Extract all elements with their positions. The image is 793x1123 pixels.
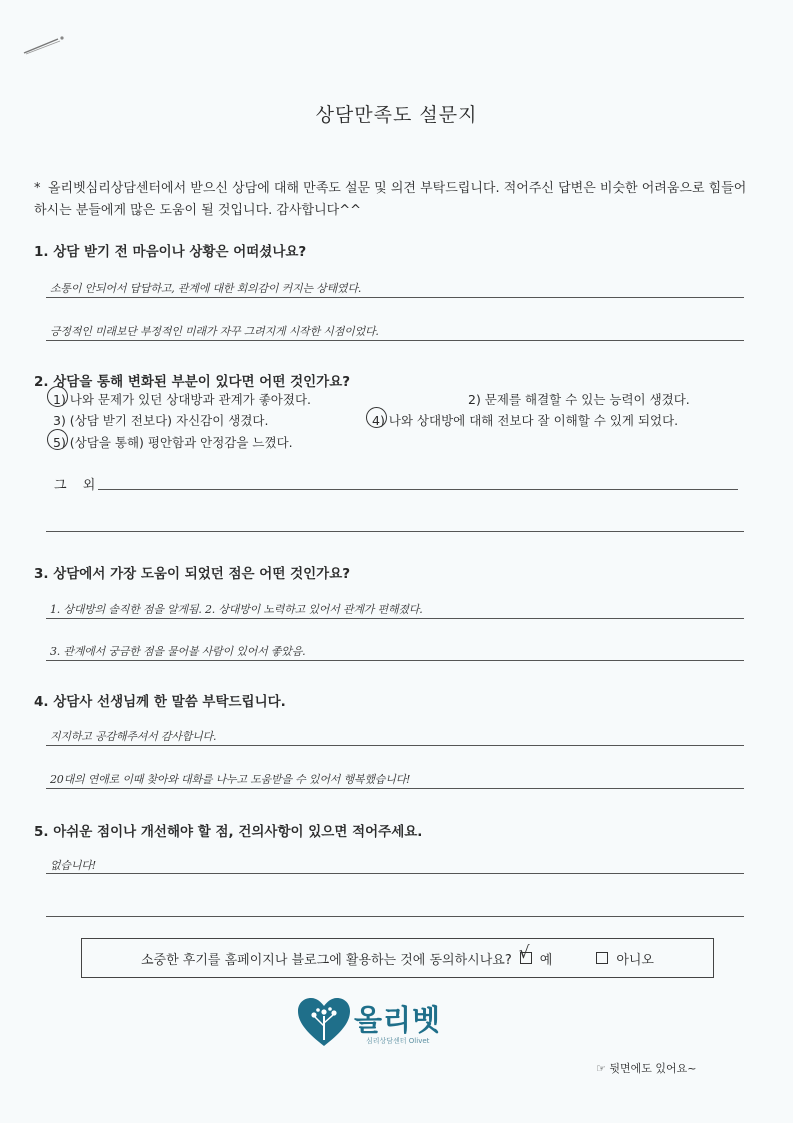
q3-answer-1: 1. 상대방의 솔직한 점을 알게됨. 2. 상대방이 노력하고 있어서 관계가 편해졌다. — [50, 603, 423, 616]
q1-answer-2: 긍정적인 미래보단 부정적인 미래가 자꾸 그려지게 시작한 시점이었다. — [50, 325, 379, 338]
page-title: 상담만족도 설문지 — [315, 104, 478, 126]
logo-name: 올리벳 — [354, 1003, 442, 1037]
olivet-logo — [296, 996, 456, 1048]
q4-answer-2: 20대의 연애로 이때 찾아와 대화를 나누고 도움받을 수 있어서 행복했습니다! — [50, 773, 411, 786]
intro-bullet: * — [34, 181, 41, 196]
footer-note: ☞ 뒷면에도 있어요~ — [596, 1062, 697, 1075]
consent-box — [81, 938, 714, 978]
consent-yes-label: 예 — [539, 952, 553, 968]
answer-line — [46, 618, 744, 619]
selection-circle — [47, 429, 68, 450]
check-mark-icon: √ — [518, 943, 530, 963]
intro-body: 올리벳심리상담센터에서 받으신 상담에 대해 만족도 설문 및 의견 부탁드립니다. 적어주신 답변은 비슷한 어려움으로 힘들어 하시는 분들에게 많은 도움이 될 것입니다. 감사합니다^^ — [34, 181, 747, 218]
answer-line — [46, 340, 744, 341]
selection-circle — [47, 386, 68, 407]
logo-subtitle: 심리상담센터 Olivet — [366, 1037, 430, 1045]
question-2: 2. 상담을 통해 변화된 부분이 있다면 어떤 것인가요? — [34, 374, 351, 390]
answer-line — [46, 660, 744, 661]
heart-tree-icon — [296, 996, 352, 1048]
pencil-mark-icon — [22, 35, 66, 55]
q2-option-2[interactable]: 2) 문제를 해결할 수 있는 능력이 생겼다. — [468, 392, 690, 407]
question-3: 3. 상담에서 가장 도움이 되었던 점은 어떤 것인가요? — [34, 566, 351, 582]
q4-answer-1: 지지하고 공감해주셔서 감사합니다. — [50, 730, 217, 743]
selection-circle — [366, 407, 387, 428]
answer-line — [46, 916, 744, 917]
consent-question: 소중한 후기를 홈페이지나 블로그에 활용하는 것에 동의하시나요? — [140, 952, 512, 968]
answer-line — [46, 745, 744, 746]
question-1: 1. 상담 받기 전 마음이나 상황은 어떠셨나요? — [34, 244, 307, 260]
answer-line — [98, 489, 738, 490]
q2-option-5[interactable]: 5) (상담을 통해) 평안함과 안정감을 느꼈다. — [53, 435, 293, 450]
answer-line — [46, 297, 744, 298]
answer-line — [46, 531, 744, 532]
question-4: 4. 상담사 선생님께 한 말씀 부탁드립니다. — [34, 694, 286, 710]
question-5: 5. 아쉬운 점이나 개선해야 할 점, 건의사항이 있으면 적어주세요. — [34, 824, 423, 840]
q5-answer-1: 없습니다! — [50, 859, 96, 872]
q3-answer-2: 3. 관계에서 궁금한 점을 물어볼 사람이 있어서 좋았음. — [50, 645, 306, 658]
q2-option-4[interactable]: 4) 나와 상대방에 대해 전보다 잘 이해할 수 있게 되었다. — [372, 413, 679, 428]
consent-no-label: 아니오 — [616, 952, 654, 968]
consent-yes-checkbox[interactable] — [518, 943, 532, 964]
answer-line — [46, 788, 744, 789]
intro-text — [34, 178, 754, 222]
q2-option-1[interactable]: 1) 나와 문제가 있던 상대방과 관계가 좋아졌다. — [53, 392, 311, 407]
q2-other-label: 그 외 — [54, 478, 102, 493]
answer-line — [46, 873, 744, 874]
consent-no-checkbox[interactable] — [596, 952, 608, 964]
q2-option-3[interactable]: 3) (상담 받기 전보다) 자신감이 생겼다. — [53, 413, 269, 428]
q1-answer-1: 소통이 안되어서 답답하고, 관계에 대한 회의감이 커지는 상태였다. — [50, 282, 362, 295]
